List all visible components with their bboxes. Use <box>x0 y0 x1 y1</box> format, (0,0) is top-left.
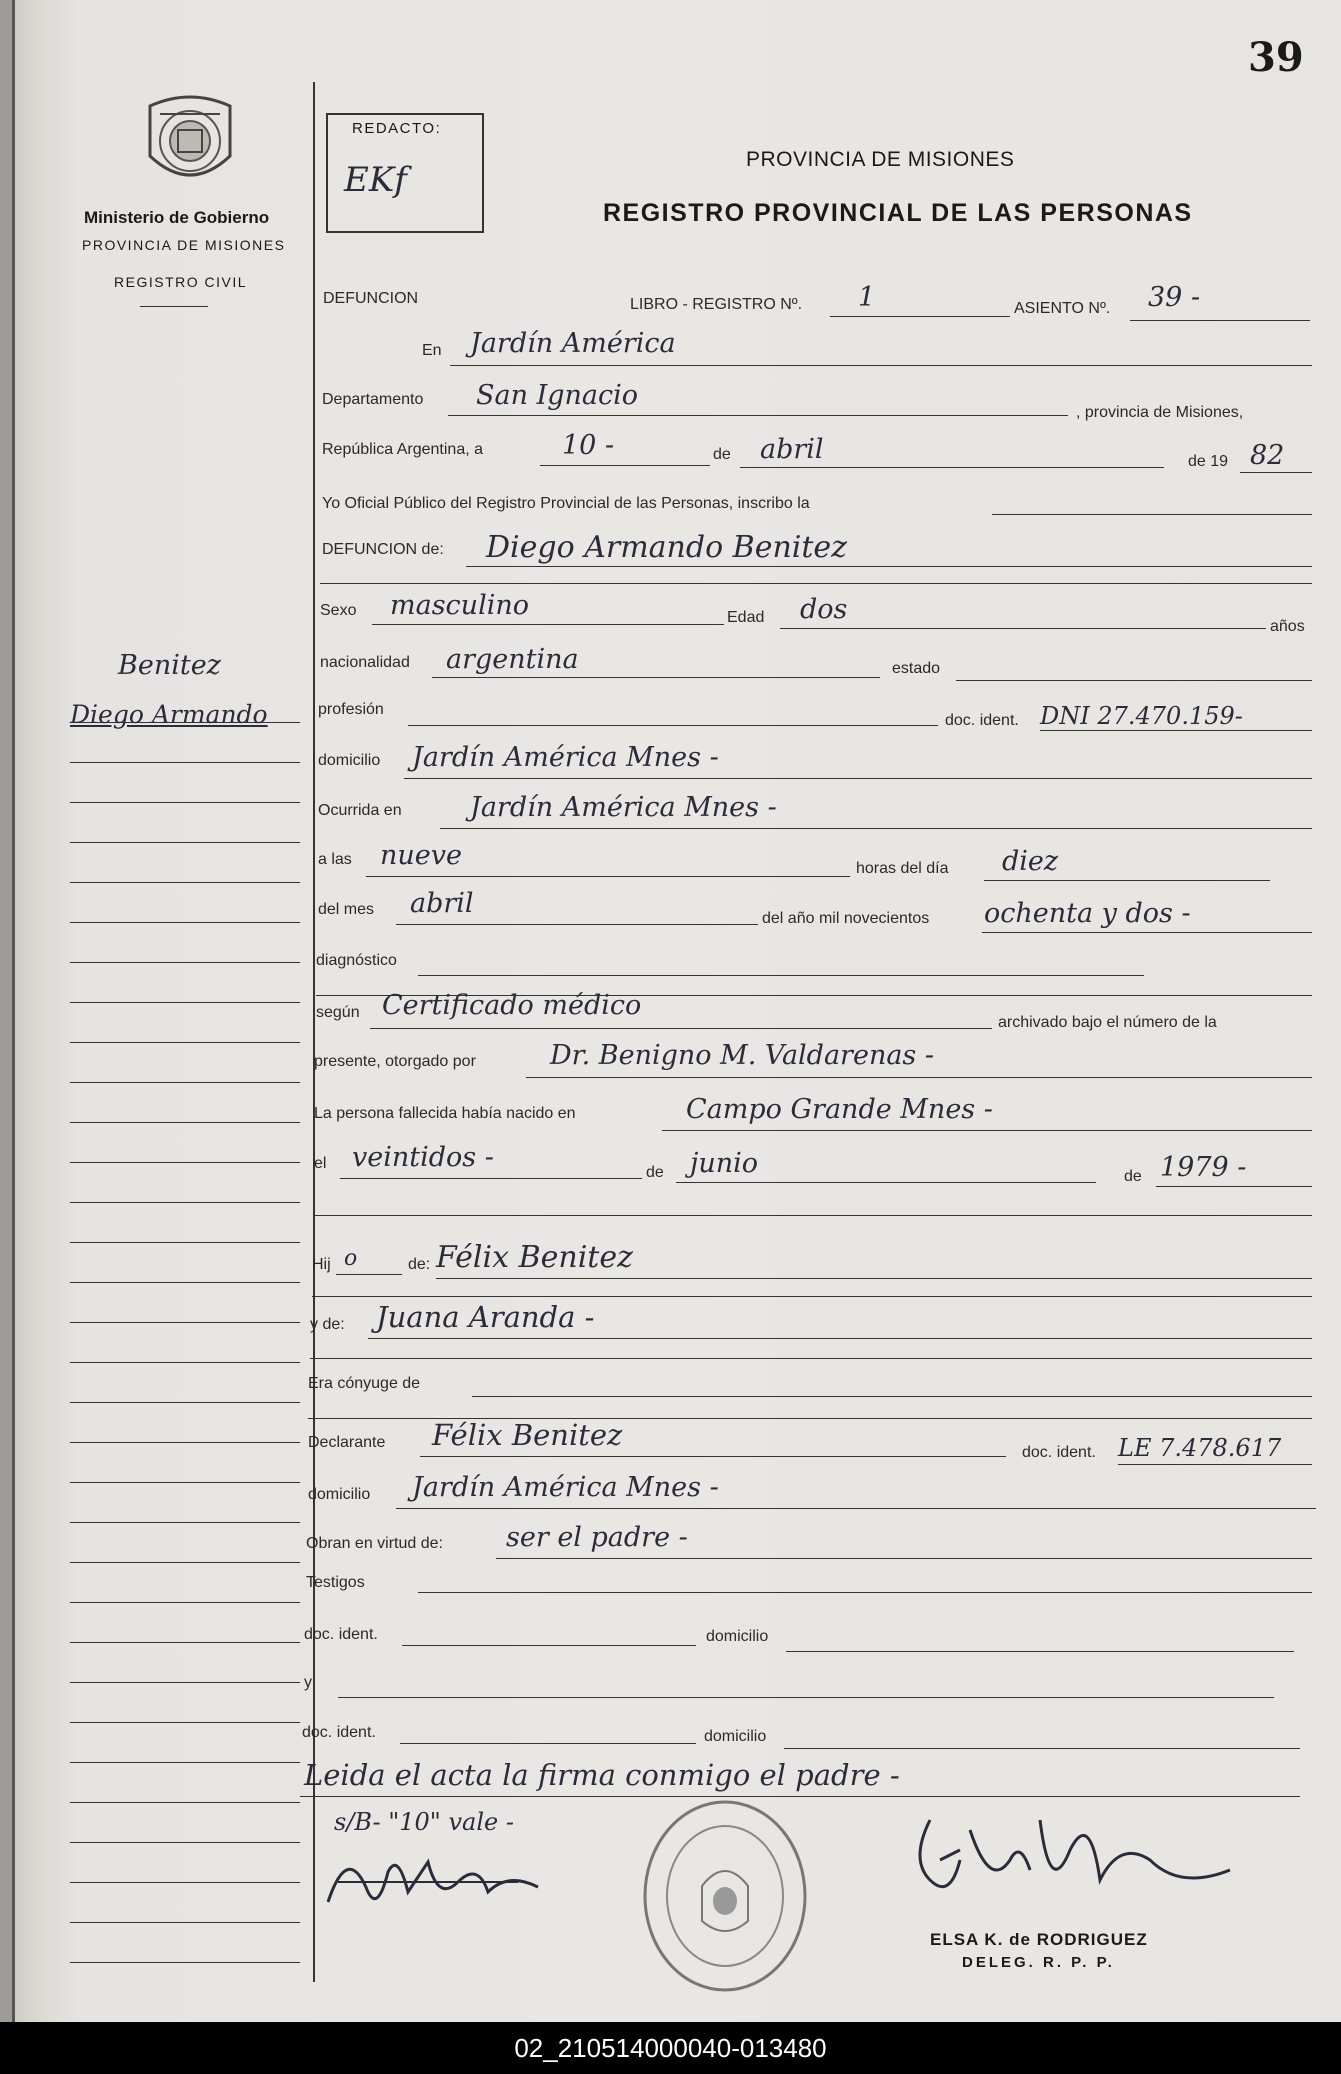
mes-fallec-value: abril <box>410 888 474 919</box>
margin-ruled-line <box>70 1922 300 1923</box>
declarante-doc-line <box>1118 1464 1312 1465</box>
libro-label: LIBRO - REGISTRO Nº. <box>630 296 803 313</box>
margin-ruled-line <box>70 1802 300 1803</box>
margin-ruled-line <box>70 1362 300 1363</box>
margin-ruled-line <box>70 1442 300 1443</box>
de-19-label: de 19 <box>1188 453 1229 470</box>
binding-line <box>12 0 15 2022</box>
dia-texto-line <box>984 880 1270 881</box>
margin-ruled-line <box>70 882 300 883</box>
margin-ruled-line <box>70 762 300 763</box>
sexo-line <box>372 624 724 625</box>
ano-line <box>1240 472 1312 473</box>
de-label-1: de <box>713 446 731 463</box>
madre-line-2 <box>310 1358 1312 1359</box>
declarante-line <box>420 1456 1006 1457</box>
testigo2-doc-line <box>400 1743 696 1744</box>
margin-ruled-line <box>70 842 300 843</box>
asiento-value: 39 - <box>1148 282 1201 313</box>
nacido-en-value: Campo Grande Mnes - <box>686 1094 993 1125</box>
a-las-label: a las <box>318 851 352 868</box>
nacido-line <box>662 1130 1312 1131</box>
margin-ruled-line <box>70 1682 300 1683</box>
domicilio-label: domicilio <box>318 752 381 769</box>
departamento-line <box>448 415 1068 416</box>
sexo-label: Sexo <box>320 602 357 619</box>
domicilio-line <box>404 778 1312 779</box>
padre-line-2 <box>312 1296 1312 1297</box>
asiento-label: ASIENTO Nº. <box>1014 300 1111 317</box>
nacido-line-2 <box>314 1215 1312 1216</box>
official-signature <box>900 1800 1260 1920</box>
margin-ruled-line <box>70 1882 300 1883</box>
margin-province: PROVINCIA DE MISIONES <box>82 237 286 253</box>
declarante-doc-label: doc. ident. <box>1022 1444 1096 1461</box>
dia-line <box>540 465 710 466</box>
nac-mes-value: junio <box>690 1148 759 1179</box>
mes-line <box>740 467 1164 468</box>
profesion-line <box>408 725 938 726</box>
declarante-dom-value: Jardín América Mnes - <box>412 1472 719 1503</box>
nombre-fallecido: Diego Armando Benitez <box>486 530 847 565</box>
hij-line <box>336 1274 402 1275</box>
margin-ruled-line <box>70 1482 300 1483</box>
margin-ruled-line <box>70 1242 300 1243</box>
nacionalidad-value: argentina <box>446 644 579 675</box>
segun-value: Certificado médico <box>382 990 642 1021</box>
nac-ano-line <box>1156 1186 1312 1187</box>
registry-underline <box>140 306 208 307</box>
nac-mes-line <box>676 1182 1096 1183</box>
registry-seal-stamp <box>640 1796 810 1996</box>
margin-ruled-line <box>70 1962 300 1963</box>
edad-line <box>780 628 1266 629</box>
doc-line <box>1040 730 1312 731</box>
y-line <box>338 1697 1274 1698</box>
redacto-label: REDACTO: <box>352 120 442 137</box>
madre-line <box>368 1338 1312 1339</box>
declarante-doc-value: LE 7.478.617 <box>1118 1434 1282 1462</box>
de-label-2: de <box>646 1164 664 1181</box>
margin-ruled-line <box>70 1522 300 1523</box>
margin-ruled-line <box>70 962 300 963</box>
archivado-label: archivado bajo el número de la <box>998 1014 1217 1031</box>
margin-ruled-line <box>70 1562 300 1563</box>
y-de-label: y de: <box>310 1316 345 1333</box>
el-label: el <box>314 1155 327 1172</box>
dia-texto-value: diez <box>1002 846 1059 877</box>
libro-value: 1 <box>858 282 876 313</box>
nacido-en-label: La persona fallecida había nacido en <box>314 1105 576 1122</box>
inscribo-line <box>992 514 1312 515</box>
fecha-dia: 10 - <box>562 430 615 461</box>
en-label: En <box>422 342 442 359</box>
horas-dia-label: horas del día <box>856 860 949 877</box>
testigo1-doc-label: doc. ident. <box>304 1626 378 1643</box>
diagnostico-label: diagnóstico <box>316 952 397 969</box>
nac-dia-line <box>340 1178 642 1179</box>
declarante-dom-label: domicilio <box>308 1486 371 1503</box>
margin-ruled-line <box>70 1122 300 1123</box>
testigo2-dom-label: domicilio <box>704 1728 767 1745</box>
official-name: ELSA K. de RODRIGUEZ <box>930 1930 1148 1949</box>
closing-text: Leida el acta la firma conmigo el padre - <box>304 1758 900 1792</box>
mes-fallec-line <box>396 924 758 925</box>
margin-ruled-line <box>70 922 300 923</box>
testigo2-dom-line <box>784 1748 1300 1749</box>
segun-label: según <box>316 1004 360 1021</box>
ano-texto-value: ochenta y dos - <box>984 898 1191 929</box>
obran-value: ser el padre - <box>506 1522 688 1553</box>
libro-line <box>830 316 1010 317</box>
margin-ruled-line <box>70 1722 300 1723</box>
doc-ident-value: DNI 27.470.159- <box>1040 702 1243 730</box>
de-colon-label: de: <box>408 1256 431 1273</box>
del-ano-label: del año mil novecientos <box>762 910 930 927</box>
edad-label: Edad <box>727 609 765 626</box>
ocurrida-label: Ocurrida en <box>318 802 402 819</box>
fecha-ano: 82 <box>1250 440 1285 471</box>
y-label: y <box>304 1674 312 1691</box>
margin-ruled-line <box>70 1602 300 1603</box>
presente-label: presente, otorgado por <box>314 1053 476 1070</box>
hij-label: Hij <box>312 1256 331 1273</box>
padre-value: Félix Benitez <box>436 1240 633 1275</box>
republica-label: República Argentina, a <box>322 441 483 458</box>
header-title: REGISTRO PROVINCIAL DE LAS PERSONAS <box>603 199 1193 227</box>
diagnostico-line <box>418 975 1144 976</box>
hora-value: nueve <box>380 840 462 871</box>
declarante-dom-line <box>396 1508 1316 1509</box>
page-number: 39 <box>1248 34 1304 81</box>
de-label-3: de <box>1124 1168 1142 1185</box>
margin-ruled-line <box>70 1322 300 1323</box>
official-title: DELEG. R. P. P. <box>962 1954 1115 1971</box>
margin-ruled-line <box>70 1642 300 1643</box>
segun-line <box>370 1028 992 1029</box>
header-province: PROVINCIA DE MISIONES <box>746 148 1015 171</box>
en-line <box>450 365 1312 366</box>
madre-value: Juana Aranda - <box>376 1300 595 1334</box>
nacionalidad-line <box>432 677 880 678</box>
margin-ruled-line <box>70 1202 300 1203</box>
nac-ano-value: 1979 - <box>1160 1152 1247 1183</box>
departamento-label: Departamento <box>322 391 424 408</box>
testigo1-dom-line <box>786 1651 1294 1652</box>
estado-label: estado <box>892 660 941 677</box>
hijo-sufijo: o <box>344 1246 358 1271</box>
departamento-value: San Ignacio <box>476 380 639 411</box>
conyuge-label: Era cónyuge de <box>308 1375 421 1392</box>
sexo-value: masculino <box>390 590 529 621</box>
nac-dia-value: veintidos - <box>352 1142 494 1173</box>
declarante-value: Félix Benitez <box>432 1418 623 1452</box>
yo-oficial-text: Yo Oficial Público del Registro Provincial de las Personas, inscribo la <box>322 495 810 512</box>
redacto-value: EKf <box>344 160 407 200</box>
ocurrida-line <box>440 828 1312 829</box>
estado-line <box>956 680 1312 681</box>
obran-line <box>496 1558 1312 1559</box>
fecha-mes: abril <box>760 434 824 465</box>
margin-ruled-line <box>70 1762 300 1763</box>
testigo1-doc-line <box>402 1645 696 1646</box>
profesion-label: profesión <box>318 701 384 718</box>
margin-names: Diego Armando <box>70 700 268 729</box>
medico-line <box>526 1077 1312 1078</box>
obran-label: Obran en virtud de: <box>306 1535 443 1552</box>
padre-line <box>436 1278 1312 1279</box>
margin-ruled-line <box>70 1162 300 1163</box>
sb-note: s/B- "10" vale - <box>334 1808 514 1836</box>
margin-ruled-line <box>70 1082 300 1083</box>
testigos-label: Testigos <box>306 1574 365 1591</box>
defuncion-label: DEFUNCION <box>323 290 419 307</box>
domicilio-value: Jardín América Mnes - <box>412 742 719 773</box>
en-value: Jardín América <box>470 328 676 359</box>
ocurrida-value: Jardín América Mnes - <box>470 792 777 823</box>
margin-ruled-line <box>70 1282 300 1283</box>
margin-registry: REGISTRO CIVIL <box>114 274 248 290</box>
margin-ruled-line <box>70 1402 300 1403</box>
nombre-line <box>466 566 1312 567</box>
form-left-border <box>313 82 315 1982</box>
coat-of-arms-logo <box>140 86 240 196</box>
doc-ident-label: doc. ident. <box>945 712 1019 729</box>
margin-ruled-line <box>70 1842 300 1843</box>
margin-ruled-line <box>70 802 300 803</box>
asiento-line <box>1130 320 1310 321</box>
ano-texto-line <box>982 932 1312 933</box>
anos-label: años <box>1270 618 1305 635</box>
testigos-line <box>418 1592 1312 1593</box>
testigo2-doc-label: doc. ident. <box>302 1724 376 1741</box>
provincia-label: , provincia de Misiones, <box>1076 404 1244 421</box>
declarant-signature <box>318 1832 558 1922</box>
declarante-label: Declarante <box>308 1434 386 1451</box>
ministry-name: Ministerio de Gobierno <box>84 208 270 227</box>
nombre-line-2 <box>320 583 1312 584</box>
margin-ruled-line <box>70 1042 300 1043</box>
scan-id-footer: 02_210514000040-013480 <box>0 2022 1341 2074</box>
defuncion-de-label: DEFUNCION de: <box>322 541 444 558</box>
medico-value: Dr. Benigno M. Valdarenas - <box>550 1040 934 1071</box>
conyuge-line <box>472 1396 1312 1397</box>
hora-line <box>366 876 850 877</box>
margin-surname: Benitez <box>118 650 221 681</box>
margin-ruled-line <box>70 1002 300 1003</box>
del-mes-label: del mes <box>318 901 375 918</box>
edad-value: dos <box>800 594 848 625</box>
testigo1-dom-label: domicilio <box>706 1628 769 1645</box>
nacionalidad-label: nacionalidad <box>320 654 410 671</box>
